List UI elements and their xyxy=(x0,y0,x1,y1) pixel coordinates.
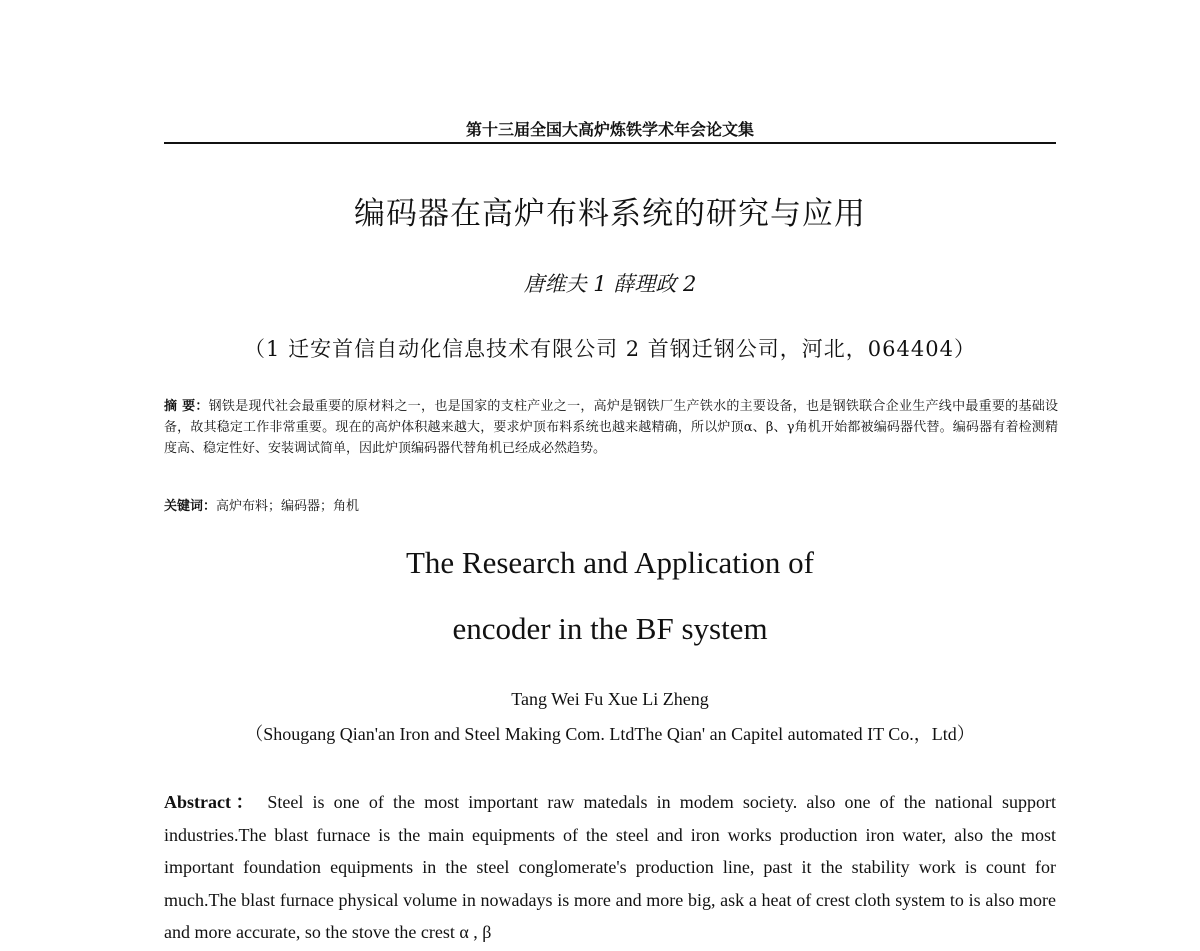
authors-chinese: 唐维夫 1 薛理政 2 xyxy=(523,272,697,296)
title-chinese: 编码器在高炉布料系统的研究与应用 xyxy=(354,196,866,232)
title-english-line-1: The Research and Application of xyxy=(405,545,815,580)
abstract-chinese-text: 钢铁是现代社会最重要的原材料之一，也是国家的支柱产业之一，高炉是钢铁厂生产铁水的主要设备，也是钢铁联合企业生产线中最重要的基础设备，故其稳定工作非常重要。现在的高炉体积越来越大，要求炉顶布料系统也越来越精确，所以炉顶α、β、γ角机开始都被编码器代替。编码器有着检测精度高、稳定性好、安装调试简单，因此炉顶编码器代替角机已经成必然趋势。 xyxy=(164,399,1058,456)
title-english xyxy=(164,530,1056,662)
header-rule xyxy=(164,142,1056,144)
affiliation-chinese: （1 迁安首信自动化信息技术有限公司 2 首钢迁钢公司，河北，064404） xyxy=(244,337,976,361)
keywords-chinese-text: 高炉布料；编码器；角机 xyxy=(216,499,360,514)
keywords-chinese-label: 关键词： xyxy=(164,499,217,514)
running-header: 第十三届全国大高炉炼铁学术年会论文集 xyxy=(465,120,754,139)
affiliation-english: （Shougang Qian'an Iron and Steel Making Com. LtdThe Qian' an Capitel automated IT Co.，Ltd） xyxy=(245,724,975,744)
abstract-english-text: Steel is one of the most important raw matedals in modem society. also one of the national support industries.The blast furnace is the main equipments of the steel and iron works production iron water, also the most important foundation equipments in the steel conglomerate's production line, past it the stability work is count for much.The blast furnace physical volume in nowadays is more and more big, ask a heat of crest cloth system to is also more and more accurate, so the stove the crest α , β xyxy=(164,792,1056,942)
authors-english: Tang Wei Fu Xue Li Zheng xyxy=(511,689,709,709)
abstract-chinese-label: 摘 要： xyxy=(164,399,209,414)
abstract-english xyxy=(164,786,1056,949)
abstract-chinese xyxy=(164,396,1058,459)
keywords-chinese xyxy=(164,495,1058,514)
abstract-english-label: Abstract： xyxy=(164,792,259,812)
title-english-line-2: encoder in the BF system xyxy=(452,611,768,646)
